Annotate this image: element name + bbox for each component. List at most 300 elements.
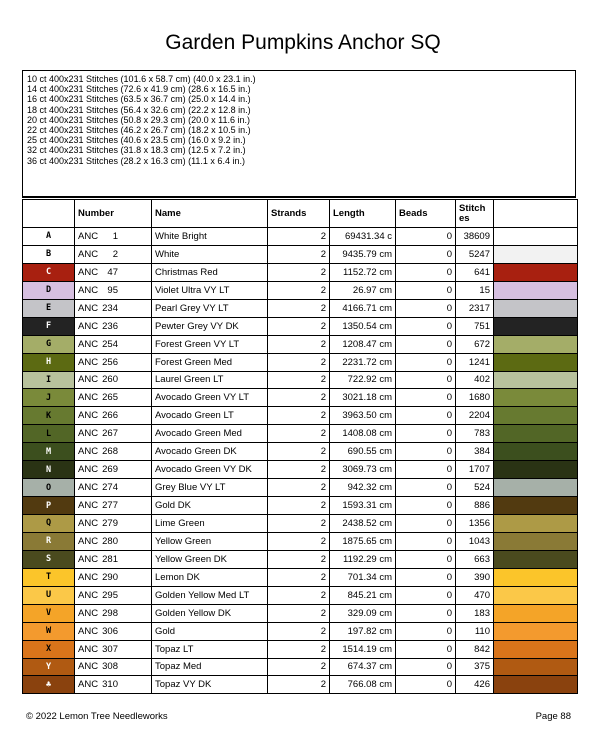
symbol-cell: ♣ [23,676,75,694]
thread-number-cell [75,497,152,515]
beads-cell: 0 [396,263,456,281]
thread-name-cell: Golden Yellow Med LT [152,586,268,604]
thread-name-cell: Yellow Green [152,532,268,550]
stitches-cell: 641 [456,263,494,281]
table-row [23,281,578,299]
color-swatch [494,263,578,281]
stitches-cell: 751 [456,317,494,335]
table-row [23,245,578,263]
color-swatch [494,622,578,640]
color-swatch [494,658,578,676]
table-row [23,407,578,425]
brand-label: ANC [78,464,99,476]
symbol-cell: R [23,532,75,550]
length-cell: 3021.18 cm [330,389,396,407]
thread-name-cell: Avocado Green VY DK [152,461,268,479]
strands-cell: 2 [268,299,330,317]
strands-cell: 2 [268,353,330,371]
thread-number-cell [75,640,152,658]
color-swatch [494,479,578,497]
brand-label: ANC [78,284,99,296]
beads-cell: 0 [396,281,456,299]
symbol-cell: A [23,228,75,246]
thread-number: 269 [102,464,118,476]
color-swatch [494,335,578,353]
thread-number-cell [75,281,152,299]
stitches-cell: 1356 [456,515,494,533]
color-swatch [494,550,578,568]
brand-label: ANC [78,661,99,673]
brand-label: ANC [78,517,99,529]
thread-number: 310 [102,679,118,691]
strands-cell: 2 [268,532,330,550]
symbol-cell: W [23,622,75,640]
table-row [23,568,578,586]
beads-cell: 0 [396,425,456,443]
strands-cell: 2 [268,425,330,443]
thread-table [22,199,578,694]
size-line: 10 ct 400x231 Stitches (101.6 x 58.7 cm) (40.0 x 23.1 in.) [27,74,256,84]
beads-cell: 0 [396,586,456,604]
color-swatch [494,568,578,586]
length-header: Length [330,200,396,228]
length-cell: 26.97 cm [330,281,396,299]
thread-number-cell [75,658,152,676]
page-number: Page 88 [535,711,571,722]
color-swatch [494,640,578,658]
brand-label: ANC [78,230,99,242]
length-cell: 1875.65 cm [330,532,396,550]
symbol-cell: U [23,586,75,604]
stitches-cell: 1241 [456,353,494,371]
brand-label: ANC [78,679,99,691]
strands-cell: 2 [268,497,330,515]
thread-number-cell [75,335,152,353]
brand-label: ANC [78,625,99,637]
stitches-cell: 375 [456,658,494,676]
table-row [23,335,578,353]
color-swatch [494,317,578,335]
beads-cell: 0 [396,640,456,658]
thread-number-cell [75,550,152,568]
thread-number: 280 [102,535,118,547]
beads-cell: 0 [396,550,456,568]
stitches-cell: 2317 [456,299,494,317]
beads-cell: 0 [396,604,456,622]
swatch-header [494,200,578,228]
table-row [23,479,578,497]
table-row [23,532,578,550]
table-row [23,640,578,658]
thread-number-cell [75,532,152,550]
symbol-cell: F [23,317,75,335]
thread-number-cell [75,622,152,640]
thread-number-cell [75,425,152,443]
strands-cell: 2 [268,515,330,533]
strands-cell: 2 [268,245,330,263]
thread-number-cell [75,479,152,497]
symbol-cell: K [23,407,75,425]
brand-label: ANC [78,392,99,404]
thread-name-cell: Grey Blue VY LT [152,479,268,497]
thread-name-cell: Lime Green [152,515,268,533]
beads-cell: 0 [396,658,456,676]
beads-cell: 0 [396,317,456,335]
length-cell: 2438.52 cm [330,515,396,533]
thread-name-cell: Topaz LT [152,640,268,658]
page-title: Garden Pumpkins Anchor SQ [165,31,441,54]
symbol-cell: J [23,389,75,407]
strands-cell: 2 [268,479,330,497]
table-row [23,425,578,443]
thread-name-cell: Forest Green Med [152,353,268,371]
thread-number: 266 [102,410,118,422]
brand-label: ANC [78,428,99,440]
thread-number-cell [75,407,152,425]
beads-cell: 0 [396,515,456,533]
thread-number: 256 [102,356,118,368]
thread-name-cell: Laurel Green LT [152,371,268,389]
thread-name-cell: Golden Yellow DK [152,604,268,622]
name-header: Name [152,200,268,228]
thread-number: 267 [102,428,118,440]
beads-cell: 0 [396,353,456,371]
stitch-size-list [22,70,576,198]
brand-label: ANC [78,338,99,350]
stitches-cell: 390 [456,568,494,586]
stitches-cell: 663 [456,550,494,568]
size-line: 36 ct 400x231 Stitches (28.2 x 16.3 cm) (11.1 x 6.4 in.) [27,155,245,166]
beads-cell: 0 [396,407,456,425]
strands-cell: 2 [268,604,330,622]
thread-name-cell: Forest Green VY LT [152,335,268,353]
thread-number-cell [75,586,152,604]
stitches-cell: 1707 [456,461,494,479]
length-cell: 942.32 cm [330,479,396,497]
size-line: 14 ct 400x231 Stitches (72.6 x 41.9 cm) (28.6 x 16.5 in.) [27,84,251,95]
thread-number: 260 [102,374,118,386]
beads-cell: 0 [396,228,456,246]
size-line: 25 ct 400x231 Stitches (40.6 x 23.5 cm) (16.0 x 9.2 in.) [27,135,246,146]
beads-cell: 0 [396,497,456,515]
stitches-cell: 183 [456,604,494,622]
symbol-cell: L [23,425,75,443]
stitches-cell: 384 [456,443,494,461]
brand-label: ANC [78,248,99,260]
symbol-cell: E [23,299,75,317]
beads-cell: 0 [396,245,456,263]
brand-label: ANC [78,482,99,494]
brand-label: ANC [78,446,99,458]
color-swatch [494,497,578,515]
color-swatch [494,407,578,425]
symbol-cell: O [23,479,75,497]
beads-cell: 0 [396,568,456,586]
thread-name-cell: Topaz Med [152,658,268,676]
beads-cell: 0 [396,461,456,479]
stitches-cell: 470 [456,586,494,604]
brand-label: ANC [78,643,99,655]
symbol-cell: P [23,497,75,515]
brand-label: ANC [78,410,99,422]
length-cell: 1593.31 cm [330,497,396,515]
length-cell: 1208.47 cm [330,335,396,353]
thread-number: 268 [102,446,118,458]
thread-number: 236 [102,320,118,332]
stitches-cell: 426 [456,676,494,694]
thread-name-cell: Gold DK [152,497,268,515]
thread-number-cell [75,228,152,246]
symbol-cell: Y [23,658,75,676]
color-swatch [494,228,578,246]
beads-cell: 0 [396,443,456,461]
thread-number: 265 [102,392,118,404]
color-swatch [494,443,578,461]
thread-name-cell: Lemon DK [152,568,268,586]
table-row [23,353,578,371]
length-cell: 1152.72 cm [330,263,396,281]
brand-label: ANC [78,320,99,332]
table-row [23,676,578,694]
color-swatch [494,389,578,407]
length-cell: 690.55 cm [330,443,396,461]
length-cell: 845.21 cm [330,586,396,604]
strands-cell: 2 [268,622,330,640]
table-row [23,497,578,515]
thread-number: 298 [102,607,118,619]
strands-header: Strands [268,200,330,228]
strands-cell: 2 [268,263,330,281]
brand-label: ANC [78,589,99,601]
stitches-cell: 38609 [456,228,494,246]
table-header-row [23,200,578,228]
strands-cell: 2 [268,317,330,335]
strands-cell: 2 [268,568,330,586]
beads-cell: 0 [396,389,456,407]
table-row [23,389,578,407]
thread-name-cell: Avocado Green DK [152,443,268,461]
thread-number: 279 [102,517,118,529]
symbol-cell: C [23,263,75,281]
size-line: 20 ct 400x231 Stitches (50.8 x 29.3 cm) (20.0 x 11.6 in.) [27,114,250,125]
thread-number: 95 [107,284,118,296]
length-cell: 2231.72 cm [330,353,396,371]
thread-number-cell [75,299,152,317]
beads-cell: 0 [396,622,456,640]
thread-number: 281 [102,553,118,565]
color-swatch [494,353,578,371]
table-row [23,228,578,246]
symbol-cell: Q [23,515,75,533]
strands-cell: 2 [268,389,330,407]
thread-name-cell: Pewter Grey VY DK [152,317,268,335]
length-cell: 3069.73 cm [330,461,396,479]
symbol-cell: M [23,443,75,461]
thread-number: 47 [107,266,118,278]
thread-number: 234 [102,302,118,314]
table-row [23,622,578,640]
brand-label: ANC [78,374,99,386]
brand-label: ANC [78,356,99,368]
stitches-cell: 886 [456,497,494,515]
symbol-cell: S [23,550,75,568]
thread-number-cell [75,568,152,586]
length-cell: 674.37 cm [330,658,396,676]
thread-number-cell [75,515,152,533]
thread-number-cell [75,461,152,479]
length-cell: 1408.08 cm [330,425,396,443]
table-row [23,586,578,604]
table-row [23,443,578,461]
strands-cell: 2 [268,640,330,658]
thread-number: 2 [112,248,118,260]
table-row [23,461,578,479]
stitches-cell: 110 [456,622,494,640]
table-row [23,658,578,676]
table-row [23,263,578,281]
table-row [23,515,578,533]
table-row [23,317,578,335]
symbol-cell: G [23,335,75,353]
symbol-cell: T [23,568,75,586]
length-cell: 3963.50 cm [330,407,396,425]
length-cell: 701.34 cm [330,568,396,586]
length-cell: 9435.79 cm [330,245,396,263]
stitches-cell: 842 [456,640,494,658]
thread-name-cell: Avocado Green Med [152,425,268,443]
length-cell: 329.09 cm [330,604,396,622]
beads-header: Beads [396,200,456,228]
strands-cell: 2 [268,228,330,246]
thread-number: 290 [102,571,118,583]
symbol-cell: X [23,640,75,658]
thread-number: 277 [102,500,118,512]
thread-number-cell [75,676,152,694]
brand-label: ANC [78,607,99,619]
stitches-cell: 15 [456,281,494,299]
thread-name-cell: White [152,245,268,263]
symbol-cell: H [23,353,75,371]
thread-name-cell: Christmas Red [152,263,268,281]
thread-number-cell [75,443,152,461]
thread-name-cell: White Bright [152,228,268,246]
color-swatch [494,532,578,550]
table-row [23,550,578,568]
length-cell: 1514.19 cm [330,640,396,658]
table-row [23,604,578,622]
symbol-cell: I [23,371,75,389]
size-line: 16 ct 400x231 Stitches (63.5 x 36.7 cm) (25.0 x 14.4 in.) [27,94,251,105]
beads-cell: 0 [396,371,456,389]
color-swatch [494,425,578,443]
thread-number-cell [75,245,152,263]
strands-cell: 2 [268,281,330,299]
color-swatch [494,299,578,317]
brand-label: ANC [78,266,99,278]
strands-cell: 2 [268,550,330,568]
strands-cell: 2 [268,658,330,676]
thread-number-cell [75,371,152,389]
number-header: Number [75,200,152,228]
thread-name-cell: Avocado Green VY LT [152,389,268,407]
size-line: 32 ct 400x231 Stitches (31.8 x 18.3 cm) (12.5 x 7.2 in.) [27,145,246,156]
thread-number-cell [75,353,152,371]
thread-name-cell: Topaz VY DK [152,676,268,694]
table-row [23,299,578,317]
symbol-cell: N [23,461,75,479]
brand-label: ANC [78,535,99,547]
brand-label: ANC [78,553,99,565]
thread-number-cell [75,317,152,335]
table-row [23,371,578,389]
thread-number-cell [75,263,152,281]
size-line: 18 ct 400x231 Stitches (56.4 x 32.6 cm) (22.2 x 12.8 in.) [27,104,251,115]
thread-number: 254 [102,338,118,350]
brand-label: ANC [78,500,99,512]
stitches-cell: 5247 [456,245,494,263]
length-cell: 766.08 cm [330,676,396,694]
color-swatch [494,676,578,694]
beads-cell: 0 [396,335,456,353]
color-swatch [494,461,578,479]
color-swatch [494,586,578,604]
thread-name-cell: Yellow Green DK [152,550,268,568]
thread-number: 306 [102,625,118,637]
color-swatch [494,371,578,389]
symbol-cell: V [23,604,75,622]
stitches-cell: 1043 [456,532,494,550]
thread-number: 274 [102,482,118,494]
thread-name-cell: Violet Ultra VY LT [152,281,268,299]
beads-cell: 0 [396,676,456,694]
thread-number: 1 [112,230,118,242]
thread-number-cell [75,389,152,407]
length-cell: 4166.71 cm [330,299,396,317]
length-cell: 1192.29 cm [330,550,396,568]
symbol-cell: D [23,281,75,299]
color-swatch [494,515,578,533]
thread-number: 308 [102,661,118,673]
strands-cell: 2 [268,586,330,604]
length-cell: 1350.54 cm [330,317,396,335]
brand-label: ANC [78,571,99,583]
strands-cell: 2 [268,407,330,425]
strands-cell: 2 [268,443,330,461]
length-cell: 722.92 cm [330,371,396,389]
length-cell: 197.82 cm [330,622,396,640]
strands-cell: 2 [268,676,330,694]
thread-number: 295 [102,589,118,601]
length-cell: 69431.34 c [330,228,396,246]
color-swatch [494,245,578,263]
beads-cell: 0 [396,299,456,317]
stitches-cell: 783 [456,425,494,443]
stitches-cell: 524 [456,479,494,497]
size-line: 22 ct 400x231 Stitches (46.2 x 26.7 cm) (18.2 x 10.5 in.) [27,125,251,136]
stitches-cell: 1680 [456,389,494,407]
thread-name-cell: Avocado Green LT [152,407,268,425]
thread-number-cell [75,604,152,622]
thread-number: 307 [102,643,118,655]
beads-cell: 0 [396,532,456,550]
stitches-header: Stitch es [456,200,494,228]
strands-cell: 2 [268,335,330,353]
copyright-text: © 2022 Lemon Tree Needleworks [26,711,168,722]
stitches-cell: 402 [456,371,494,389]
thread-name-cell: Pearl Grey VY LT [152,299,268,317]
beads-cell: 0 [396,479,456,497]
strands-cell: 2 [268,371,330,389]
